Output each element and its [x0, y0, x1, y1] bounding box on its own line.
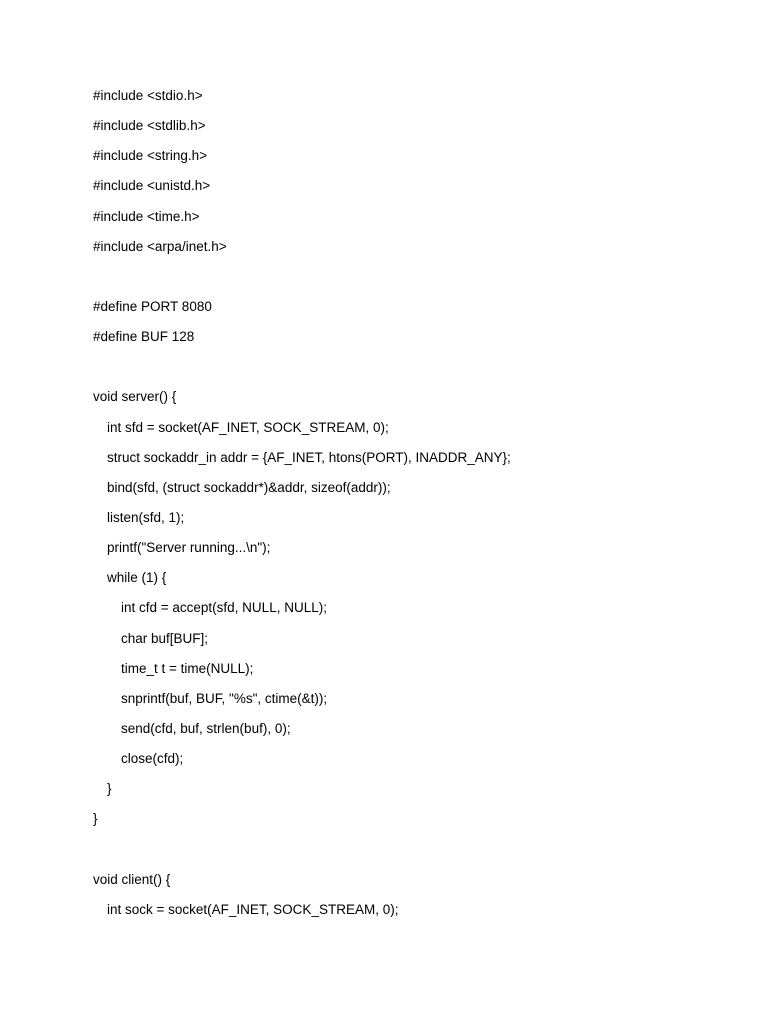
- blank-line: [93, 267, 728, 297]
- code-line: #define BUF 128: [93, 329, 195, 345]
- code-line: int cfd = accept(sfd, NULL, NULL);: [121, 600, 327, 616]
- code-line: char buf[BUF];: [121, 630, 209, 646]
- code-line: time_t t = time(NULL);: [121, 660, 254, 676]
- code-line: #include <time.h>: [93, 208, 200, 224]
- code-line: #include <string.h>: [93, 148, 208, 164]
- blank-line: [93, 840, 728, 870]
- code-line: close(cfd);: [121, 751, 184, 767]
- code-line: int sfd = socket(AF_INET, SOCK_STREAM, 0);: [107, 419, 389, 435]
- code-listing: [93, 86, 728, 930]
- code-line: void server() {: [93, 389, 177, 405]
- code-line: while (1) {: [107, 570, 167, 586]
- code-line: snprintf(buf, BUF, "%s", ctime(&t));: [121, 690, 328, 706]
- blank-line: [93, 357, 728, 387]
- code-line: #include <arpa/inet.h>: [93, 238, 227, 254]
- code-line: }: [93, 811, 98, 827]
- code-line: bind(sfd, (struct sockaddr*)&addr, sizeof(addr));: [107, 479, 391, 495]
- code-line: int sock = socket(AF_INET, SOCK_STREAM, 0);: [107, 901, 399, 917]
- code-line: listen(sfd, 1);: [107, 509, 185, 525]
- code-line: struct sockaddr_in addr = {AF_INET, htons(PORT), INADDR_ANY};: [107, 449, 511, 465]
- code-line: }: [107, 781, 112, 797]
- code-line: printf("Server running...\n");: [107, 540, 271, 556]
- code-line: send(cfd, buf, strlen(buf), 0);: [121, 720, 291, 736]
- code-line: void client() {: [93, 871, 171, 887]
- code-line: #include <stdlib.h>: [93, 118, 206, 134]
- code-line: #define PORT 8080: [93, 298, 212, 314]
- code-line: #include <unistd.h>: [93, 178, 211, 194]
- code-line: #include <stdio.h>: [93, 88, 203, 103]
